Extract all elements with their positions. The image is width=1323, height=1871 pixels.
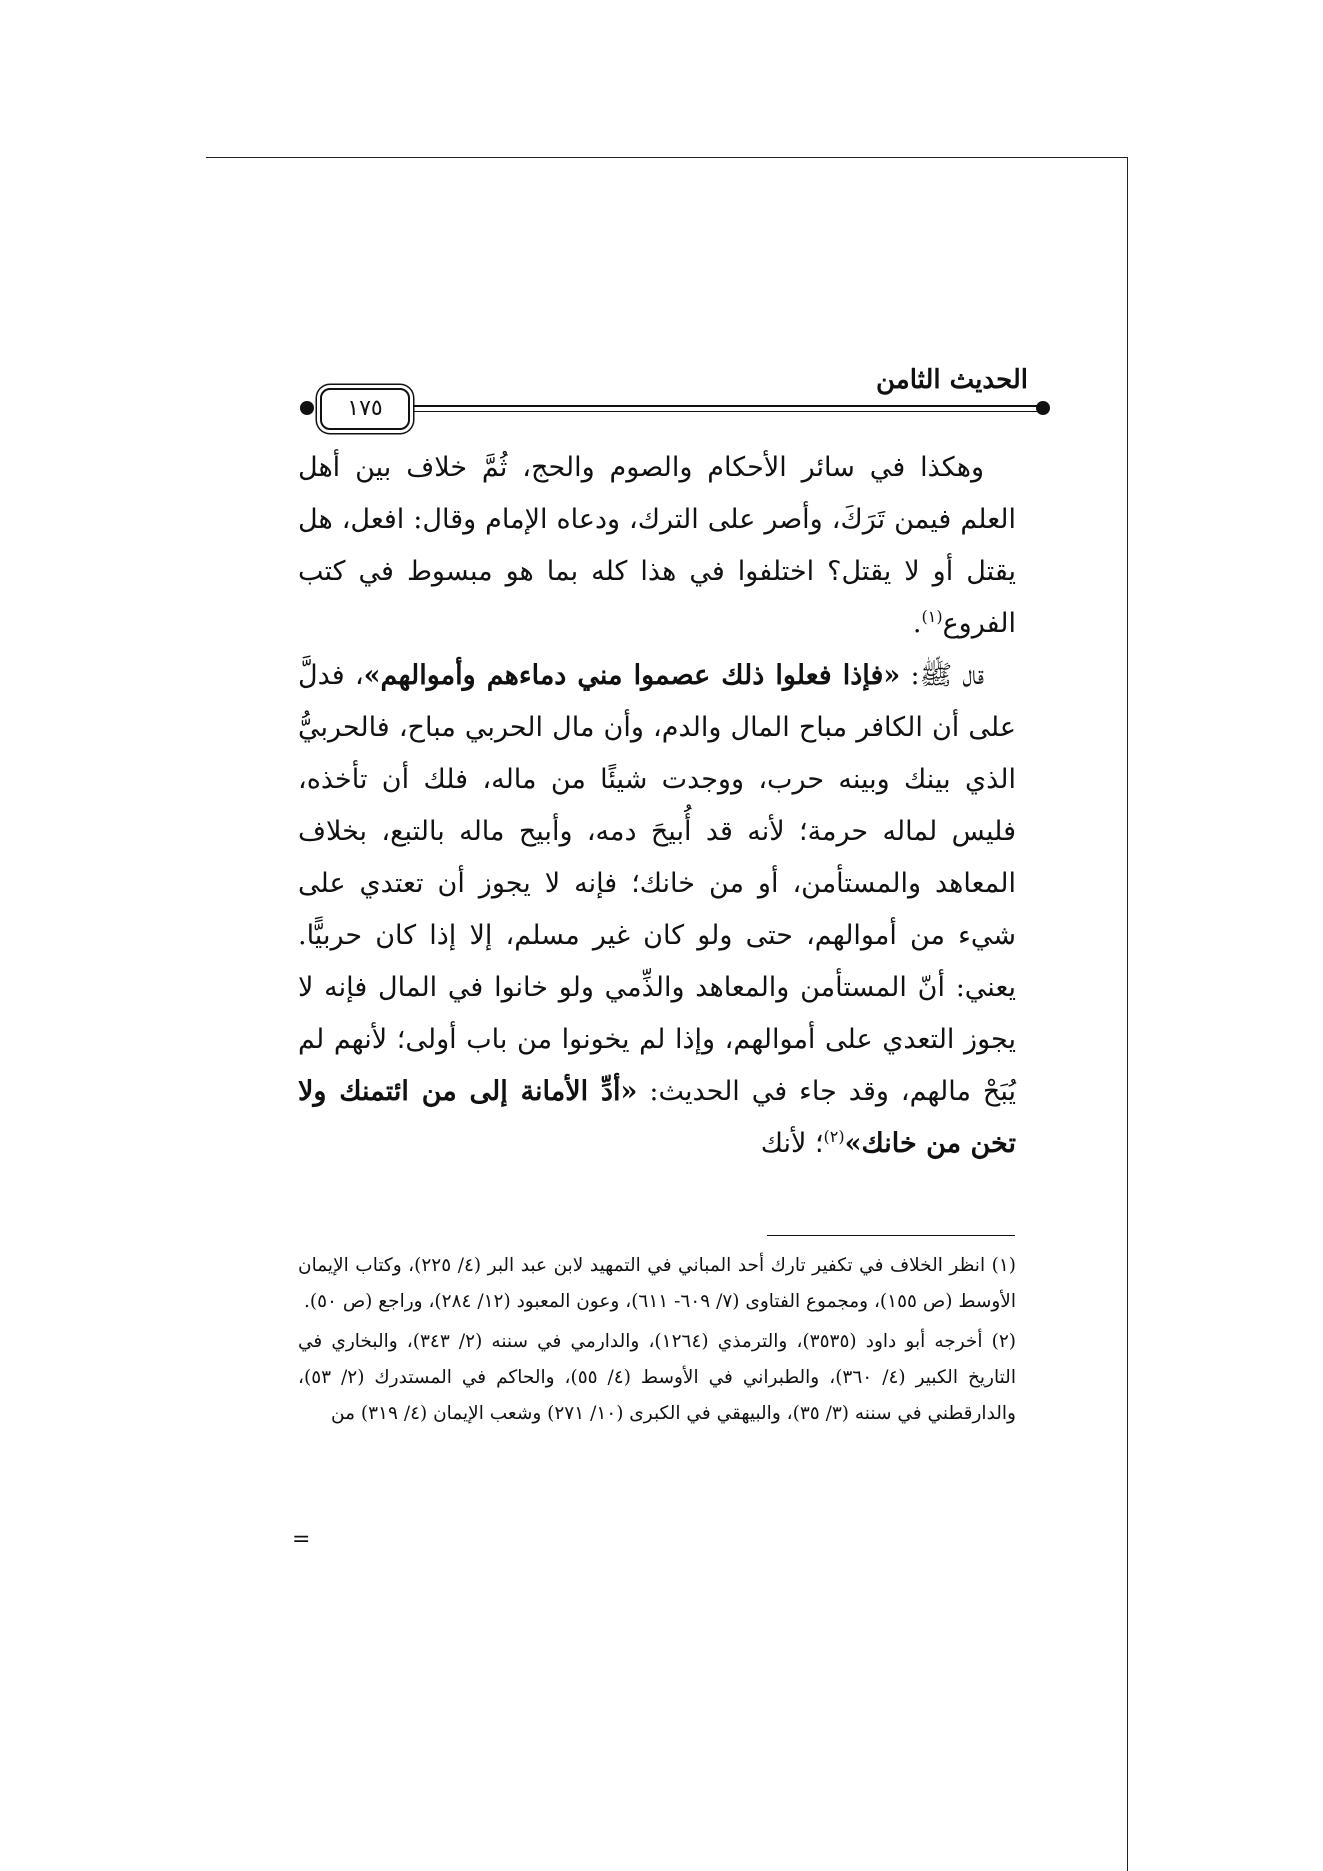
hadith-quote: «فإذا فعلوا ذلك عصموا مني دماءهم وأموالهم» xyxy=(363,660,901,691)
footnote-ref[interactable]: (٢) xyxy=(823,1127,845,1146)
page-header xyxy=(290,360,1050,440)
paragraph-end: . xyxy=(912,608,922,639)
hadith-quote-2: «أدِّ الأمانة إلى من ائتمنك ولا تخن من خانك» xyxy=(298,1076,1016,1159)
paragraph xyxy=(298,442,1016,650)
main-text xyxy=(298,442,1016,1170)
page-number: ١٧٥ xyxy=(347,396,383,421)
page-number-frame xyxy=(320,388,410,430)
ornament-dot-right xyxy=(1036,401,1050,415)
paragraph-text: وهكذا في سائر الأحكام والصوم والحج، ثُمَّ خلاف بين أهل العلم فيمن تَرَكَ، وأصر على الترك، ودعاه الإمام وقال: افعل، هل يقتل أو لا يقتل؟ اختلفوا في هذا كله بما هو مبسوط في كتب الفروع xyxy=(298,452,1016,639)
footnote-separator xyxy=(767,1235,1015,1236)
footnote-1: (١) انظر الخلاف في تكفير تارك أحد المباني في التمهيد لابن عبد البر (٤/ ٢٢٥)، وكتاب الإيمان الأوسط (ص ١٥٥)، ومجموع الفتاوى (٧/ ٦٠٩- ٦١١)، وعون المعبود (١٢/ ٢٨٤)، وراجع (ص ٥٠). xyxy=(298,1255,1016,1312)
continuation-mark: = xyxy=(292,1527,311,1552)
footnote-ref[interactable]: (١) xyxy=(921,607,943,626)
running-title: الحديث الثامن xyxy=(875,365,1028,395)
crop-line-right xyxy=(1127,157,1128,1871)
footnotes xyxy=(298,1248,1016,1436)
footnote-2: (٢) أخرجه أبو داود (٣٥٣٥)، والترمذي (١٢٦٤)، والدارمي في سننه (٢/ ٣٤٣)، والبخاري في التاريخ الكبير (٤/ ٣٦٠)، والطبراني في الأوسط (٤/ ٥٥)، والحاكم في المستدرك (٢/ ٥٣)، والدارقطني في سننه (٣/ ٣٥)، والبيهقي في الكبرى (١٠/ ٢٧١) وشعب الإيمان (٤/ ٣١٩) من xyxy=(298,1331,1017,1424)
paragraph xyxy=(298,650,1016,1170)
header-rule-thin xyxy=(410,411,1042,412)
paragraph-tail: ؛ لأنك xyxy=(760,1128,824,1159)
header-rule xyxy=(410,405,1042,407)
quote-intro: قال ﷺ: xyxy=(900,660,984,691)
paragraph-text: ، فدلَّ على أن الكافر مباح المال والدم، وأن مال الحربي مباح، فالحربيُّ الذي بينك وبينه حرب، ووجدت شيئًا من ماله، فلك أن تأخذه، فليس لماله حرمة؛ لأنه قد أُبيحَ دمه، وأبيح ماله بالتبع، بخلاف المعاهد والمستأمن، أو من خانك؛ فإنه لا يجوز أن تعتدي على شيء من أموالهم، حتى ولو كان غير مسلم، إلا إذا كان حربيًّا. يعني: أنّ المستأمن والمعاهد والذِّمي ولو خانوا في المال فإنه لا يجوز التعدي على أموالهم، وإذا لم يخونوا من باب أولى؛ لأنهم لم يُبَحْ مالهم، وقد جاء في الحديث: xyxy=(298,660,1016,1107)
crop-line-top xyxy=(206,157,1128,158)
ornament-dot-left xyxy=(300,401,314,415)
